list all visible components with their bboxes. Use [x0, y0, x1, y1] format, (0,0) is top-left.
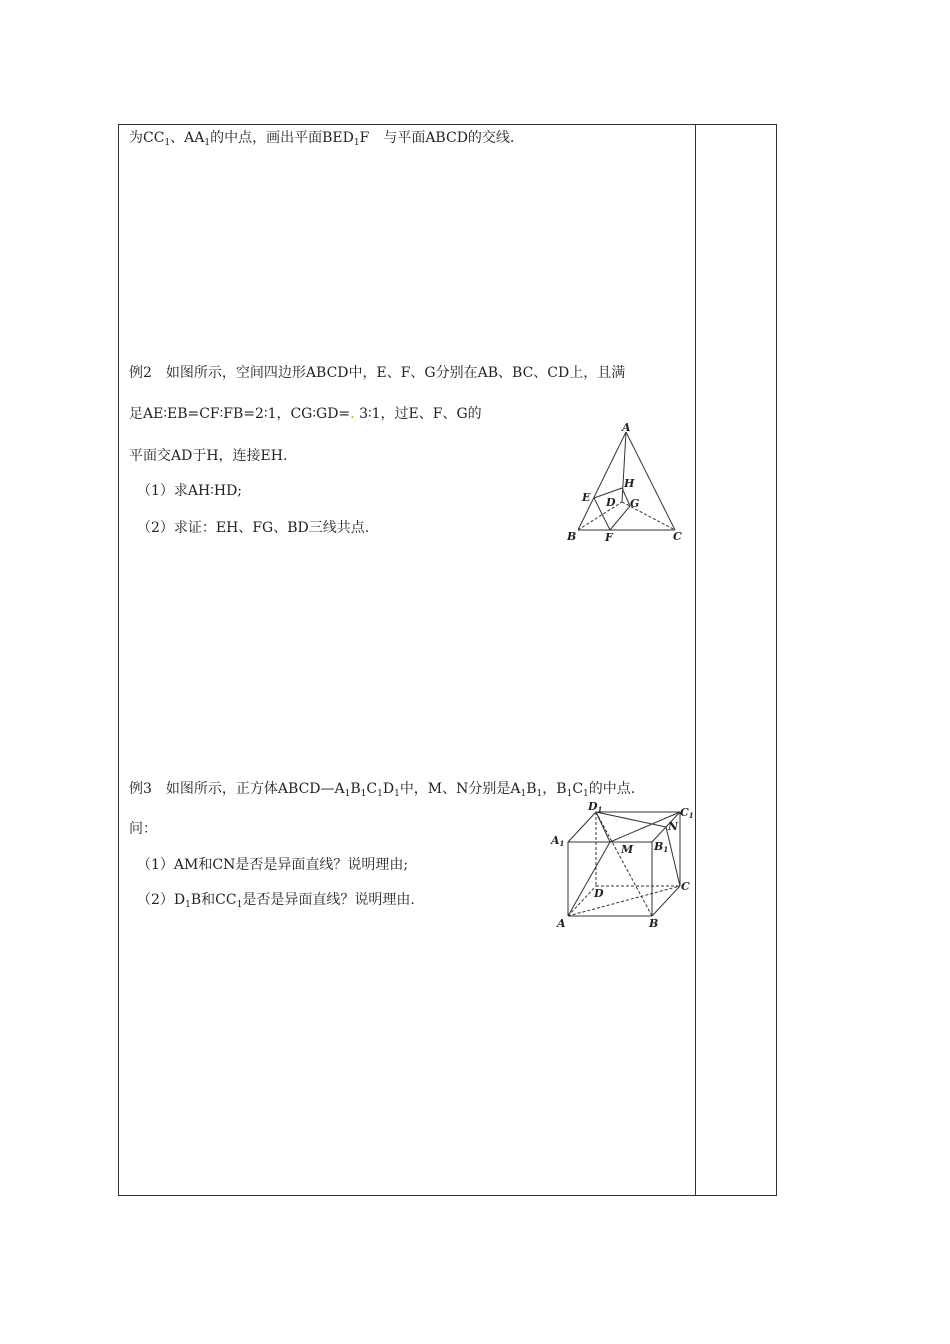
edge-BC	[652, 886, 680, 916]
label-B1: B1	[654, 840, 669, 854]
label-B: B	[649, 917, 659, 930]
cube-figure	[548, 798, 698, 933]
line-D1N	[596, 812, 666, 827]
label-E: E	[582, 491, 591, 504]
example3-question1: （1）AM和CN是否是异面直线？说明理由;	[137, 857, 409, 873]
label-C1: C1	[680, 806, 694, 820]
label-H: H	[624, 477, 635, 490]
label-A1: A1	[551, 834, 565, 848]
edge-AB	[578, 432, 626, 530]
label-A: A	[622, 421, 631, 434]
label-G: G	[630, 497, 640, 510]
example2-line2: 足AE∶EB=CF∶FB=2∶1，CG∶GD=. 3∶1，过E、F、G的	[129, 406, 482, 422]
line-NC	[666, 827, 680, 886]
line-D1M	[596, 812, 610, 842]
label-B: B	[567, 530, 577, 543]
label-D: D	[594, 887, 604, 900]
edge-A1D1	[568, 812, 596, 842]
line-AC	[568, 886, 680, 916]
answer-table	[118, 124, 777, 1196]
edge-FG	[610, 506, 630, 530]
label-N: N	[668, 820, 679, 833]
label-A: A	[557, 917, 566, 930]
example3-question2: $(2)D_1B$和$CC_1$是否是异面直线？说明理由.	[137, 892, 415, 910]
example3-line2: 问：	[129, 821, 157, 837]
label-F: F	[605, 531, 613, 544]
table-column-divider	[695, 124, 696, 1196]
label-M: M	[621, 843, 634, 856]
example2-line1: 例2 如图所示，空间四边形ABCD中，E、F、G分别在AB、BC、CD上，且满	[129, 365, 626, 381]
example2-question1: （1）求AH∶HD;	[137, 483, 243, 499]
example2-question2: （2）求证：EH、FG、BD三线共点.	[137, 520, 370, 536]
example3-line1: 例3 如图所示，正方体$ABCD—A_1B_1C_1D_1$中，M、N分别是$A_1B_1$，$B_1C_1$的中点.	[129, 781, 636, 799]
intro-text: 为$CC_1$、$AA_1$的中点，画出平面$BED_1F$ 与平面ABCD的交线.	[129, 130, 515, 148]
edge-HG	[622, 488, 630, 506]
example2-line3: 平面交AD于H，连接EH.	[129, 448, 288, 464]
label-C: C	[681, 880, 690, 893]
label-D1: D1	[588, 800, 603, 814]
label-D: D	[606, 496, 616, 509]
line-AM	[568, 842, 610, 916]
label-C: C	[673, 530, 682, 543]
tetrahedron-figure	[560, 420, 690, 545]
